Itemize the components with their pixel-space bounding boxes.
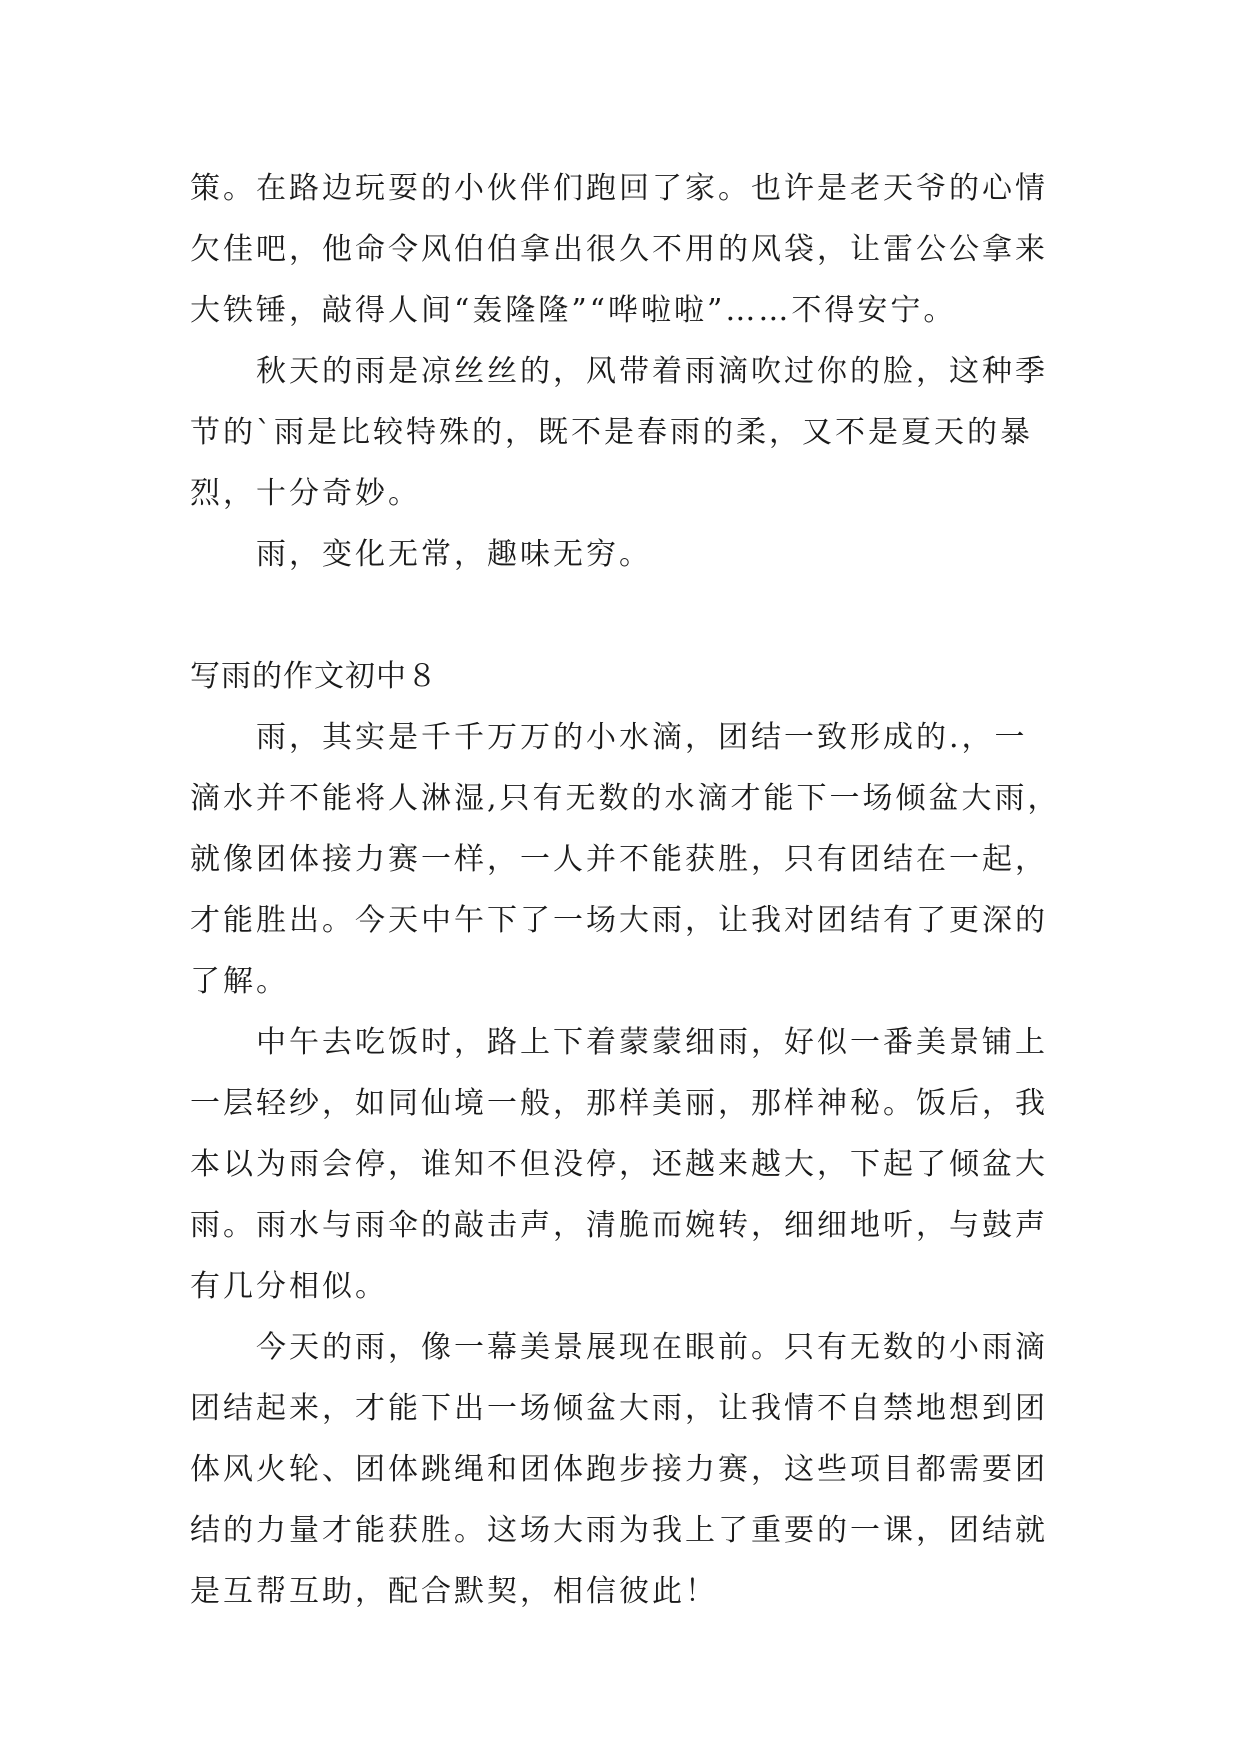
- text-line: 一层轻纱，如同仙境一般，那样美丽，那样神秘。饭后，我: [190, 1086, 1048, 1121]
- text-line: 雨，变化无常，趣味无穷。: [256, 537, 652, 572]
- text-line: 秋天的雨是凉丝丝的，风带着雨滴吹过你的脸，这种季: [256, 354, 1048, 389]
- text-line: 了解。: [190, 964, 289, 999]
- text-line: 雨。雨水与雨伞的敲击声，清脆而婉转，细细地听，与鼓声: [190, 1208, 1048, 1243]
- text-line: 滴水并不能将人淋湿,只有无数的水滴才能下一场倾盆大雨，: [190, 781, 1061, 816]
- text-line: 中午去吃饭时，路上下着蒙蒙细雨，好似一番美景铺上: [256, 1025, 1048, 1060]
- paragraph-autumn-rain: [190, 341, 1060, 524]
- blank-line: [190, 585, 1060, 646]
- essay-heading: 写雨的作文初中８: [190, 659, 438, 694]
- text-line: 大铁锤，敲得人间“轰隆隆”“哗啦啦”……不得安宁。: [190, 293, 957, 328]
- text-line: 就像团体接力赛一样，一人并不能获胜，只有团结在一起，: [190, 842, 1048, 877]
- text-line: 欠佳吧，他命令风伯伯拿出很久不用的风袋，让雷公公拿来: [190, 232, 1048, 267]
- text-line: 策。在路边玩耍的小伙伴们跑回了家。也许是老天爷的心情: [190, 171, 1048, 206]
- text-line: 烈，十分奇妙。: [190, 476, 421, 511]
- paragraph-conclusion: [190, 524, 1060, 585]
- document-body: [190, 158, 1060, 1622]
- paragraph-lunch: [190, 1012, 1060, 1317]
- text-line: 结的力量才能获胜。这场大雨为我上了重要的一课，团结就: [190, 1513, 1048, 1548]
- text-line: 体风火轮、团体跳绳和团体跑步接力赛，这些项目都需要团: [190, 1452, 1048, 1487]
- text-line: 有几分相似。: [190, 1269, 388, 1304]
- text-line: 今天的雨，像一幕美景展现在眼前。只有无数的小雨滴: [256, 1330, 1048, 1365]
- paragraph-intro: [190, 707, 1060, 1012]
- text-line: 节的`雨是比较特殊的，既不是春雨的柔，又不是夏天的暴: [190, 415, 1033, 450]
- text-line: 本以为雨会停，谁知不但没停，还越来越大，下起了倾盆大: [190, 1147, 1048, 1182]
- paragraph-continued: [190, 158, 1060, 341]
- paragraph-today: [190, 1317, 1060, 1622]
- text-line: 团结起来，才能下出一场倾盆大雨，让我情不自禁地想到团: [190, 1391, 1048, 1426]
- text-line: 才能胜出。今天中午下了一场大雨，让我对团结有了更深的: [190, 903, 1048, 938]
- text-line: 是互帮互助，配合默契，相信彼此！: [190, 1574, 718, 1609]
- text-line: 雨，其实是千千万万的小水滴，团结一致形成的.，一: [256, 720, 1028, 755]
